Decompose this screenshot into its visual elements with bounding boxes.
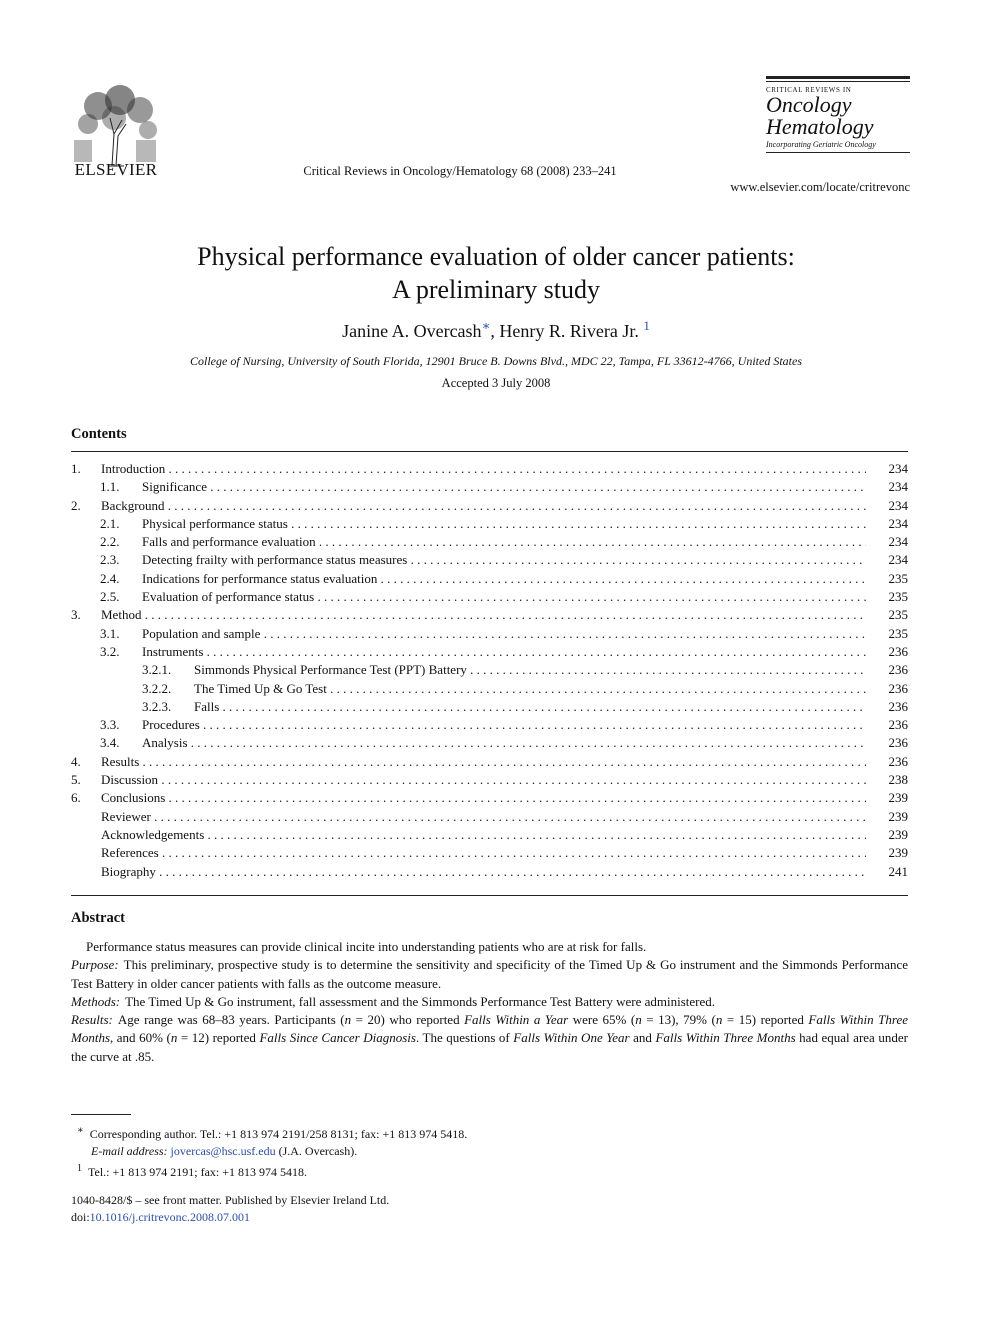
masthead-label: CRITICAL REVIEWS IN	[766, 86, 852, 94]
toc-entry[interactable]	[71, 698, 908, 716]
results-text: = 12) reported	[177, 1030, 260, 1046]
toc-entry-title-text: Acknowledgements	[101, 826, 205, 842]
toc-entry-title	[142, 716, 866, 734]
toc-entry[interactable]	[71, 515, 908, 533]
toc-entry-title	[101, 844, 866, 862]
toc-entry-title-text: Background	[101, 497, 165, 513]
toc-entry-number: 3.1.	[100, 625, 120, 641]
toc-entry-number: 2.5.	[100, 589, 120, 605]
toc-entry-page: 236	[888, 662, 908, 678]
publisher-name: ELSEVIER	[74, 160, 158, 179]
abstract-heading: Abstract	[71, 910, 125, 926]
toc-entry-title-text: Instruments	[142, 643, 204, 659]
footnote-1	[71, 1160, 908, 1181]
journal-url[interactable]: www.elsevier.com/locate/critrevonc	[730, 180, 910, 194]
toc-entry-page: 235	[888, 625, 908, 641]
purpose-text: This preliminary, prospective study is to determine the sensitivity and specificity of the Timed Up & Go instrument and the Simmonds Performance Test Battery in older cancer patients with falls as the outcome measure.	[71, 957, 908, 991]
corresponding-author-mark[interactable]: ∗	[481, 318, 491, 333]
author-separator: ,	[490, 321, 500, 341]
journal-tagline: Incorporating Geriatric Oncology	[766, 140, 876, 149]
journal-name-line2: Hematology	[766, 114, 874, 139]
toc-entry[interactable]	[71, 643, 908, 661]
toc-entry-title	[142, 734, 866, 752]
results-text: and	[629, 1030, 656, 1046]
toc-entry[interactable]	[71, 680, 908, 698]
issn-line: 1040-8428/$ – see front matter. Published by Elsevier Ireland Ltd.	[71, 1193, 390, 1207]
masthead-rule	[766, 152, 910, 153]
toc-entry-title-text: Discussion	[101, 772, 159, 788]
toc-entry-page: 239	[888, 790, 908, 806]
results-text: n	[170, 1030, 178, 1046]
abstract-intro: Performance status measures can provide clinical incite into understanding patients who are at risk for falls.	[86, 939, 647, 954]
toc-entry-title-text: Indications for performance status evaluation	[142, 570, 378, 586]
toc-entry-title-text: Falls	[194, 698, 220, 714]
toc-entry-title	[194, 661, 866, 679]
toc-entry[interactable]	[71, 478, 908, 496]
doi-line	[71, 1209, 908, 1226]
results-text: were 65% (	[568, 1012, 636, 1028]
toc-entry-title	[101, 863, 866, 881]
toc-entry-number: 3.3.	[100, 717, 120, 733]
toc-entry[interactable]	[71, 734, 908, 752]
toc-entry-title-text: Method	[101, 607, 142, 623]
divider	[71, 895, 908, 896]
toc-entry-title	[142, 625, 866, 643]
toc-entry-page: 234	[888, 497, 908, 513]
doi-label: doi:	[71, 1210, 90, 1224]
email-footnote	[71, 1143, 908, 1160]
accepted-date: Accepted 3 July 2008	[441, 376, 551, 390]
toc-entry[interactable]	[71, 460, 908, 478]
toc-entry-page: 236	[888, 680, 908, 696]
toc-entry-number: 4.	[71, 753, 81, 769]
author-name: Henry R. Rivera Jr.	[499, 321, 639, 341]
toc-entry-title-text: Significance	[142, 479, 207, 495]
toc-entry-title	[101, 808, 866, 826]
toc-entry-page: 235	[888, 570, 908, 586]
toc-entry[interactable]	[71, 570, 908, 588]
toc-entry-number: 1.1.	[100, 479, 120, 495]
results-text: Falls Within Three Months	[71, 1012, 908, 1046]
toc-entry-number: 5.	[71, 772, 81, 788]
toc-entry-title-text: Reviewer	[101, 808, 151, 824]
toc-entry[interactable]	[71, 661, 908, 679]
toc-entry-title-text: Results	[101, 753, 140, 769]
toc-entry-title-text: Conclusions	[101, 790, 166, 806]
toc-entry-title-text: References	[101, 845, 159, 861]
toc-entry-page: 234	[888, 479, 908, 495]
toc-entry-number: 2.4.	[100, 570, 120, 586]
title-line-2: A preliminary study	[392, 275, 600, 304]
masthead-rule	[766, 81, 910, 82]
toc-entry-page: 241	[888, 863, 908, 879]
contents-heading: Contents	[71, 426, 127, 442]
toc-entry-title-text: Evaluation of performance status	[142, 589, 315, 605]
toc-entry-number: 2.3.	[100, 552, 120, 568]
journal-name-line1: Oncology	[766, 92, 852, 117]
toc-entry-number: 3.2.3.	[142, 698, 172, 714]
journal-citation: Critical Reviews in Oncology/Hematology 68 (2008) 233–241	[303, 164, 617, 178]
results-label: Results:	[71, 1012, 113, 1028]
toc-entry-title	[142, 551, 866, 569]
toc-entry-page: 234	[888, 461, 908, 476]
results-text: , and 60% (	[110, 1030, 171, 1046]
toc-entry-title	[142, 478, 866, 496]
toc-entry-title-text: The Timed Up & Go Test	[194, 680, 327, 696]
toc-entry-page: 239	[888, 808, 908, 824]
author-list	[60, 318, 932, 342]
toc-entry-title-text: Simmonds Physical Performance Test (PPT) Battery	[194, 662, 467, 678]
toc-entry-title	[142, 588, 866, 606]
results-text: = 15) reported	[722, 1012, 809, 1028]
toc-entry-title	[194, 680, 866, 698]
masthead-rule	[766, 76, 910, 79]
toc-entry-number: 6.	[71, 790, 81, 806]
toc-entry-page: 238	[888, 772, 908, 788]
results-text: Falls Since Cancer Diagnosis	[259, 1030, 416, 1046]
toc-entry-title-text: Detecting frailty with performance status measures	[142, 552, 408, 568]
author-name: Janine A. Overcash	[342, 321, 482, 341]
toc-entry-title	[101, 606, 866, 624]
toc-entry-number: 2.	[71, 497, 81, 513]
corresponding-text: Corresponding author. Tel.: +1 813 974 2191/258 8131; fax: +1 813 974 5418.	[89, 1127, 468, 1141]
toc-entry[interactable]	[71, 771, 908, 789]
toc-entry-title	[142, 570, 866, 588]
toc-entry-page: 234	[888, 534, 908, 550]
footnotes	[71, 1122, 908, 1181]
toc-entry-title-text: Biography	[101, 863, 156, 879]
toc-entry-title	[101, 460, 866, 478]
footnote-rule	[71, 1114, 131, 1115]
toc-entry-page: 234	[888, 552, 908, 568]
results-text: n	[635, 1012, 642, 1028]
abstract-methods	[71, 993, 908, 1011]
results-text: Age range was 68–83 years. Participants (	[117, 1012, 345, 1028]
toc-entry-page: 236	[888, 643, 908, 659]
toc-entry-page: 236	[888, 698, 908, 714]
email-suffix: (J.A. Overcash).	[278, 1144, 358, 1158]
corresponding-footnote	[71, 1122, 908, 1143]
results-text: . The questions of	[415, 1030, 514, 1046]
toc-entry[interactable]	[71, 789, 908, 807]
toc-entry[interactable]	[71, 625, 908, 643]
toc-entry-page: 239	[888, 845, 908, 861]
divider	[71, 451, 908, 452]
journal-masthead	[766, 76, 910, 157]
abstract-purpose	[71, 956, 908, 993]
footnote-mark: 1	[77, 1163, 82, 1174]
footnote-1-text: Tel.: +1 813 974 2191; fax: +1 813 974 5418.	[88, 1165, 308, 1179]
methods-text: The Timed Up & Go instrument, fall assessment and the Simmonds Performance Test Battery were administered.	[125, 993, 715, 1009]
toc-entry-title-text: Falls and performance evaluation	[142, 534, 316, 550]
results-text: had equal area under the curve at .85.	[71, 1030, 908, 1064]
toc-entry-title	[101, 497, 866, 515]
abstract-results	[71, 1011, 908, 1066]
table-of-contents	[71, 460, 908, 881]
results-text: Falls Within a Year	[464, 1012, 569, 1028]
toc-entry[interactable]	[71, 844, 908, 862]
toc-entry[interactable]	[71, 716, 908, 734]
toc-entry[interactable]	[71, 753, 908, 771]
toc-entry-page: 236	[888, 735, 908, 751]
toc-entry[interactable]	[71, 606, 908, 624]
toc-entry-title-text: Physical performance status	[142, 515, 288, 531]
footnote-mark[interactable]: 1	[643, 318, 650, 333]
email-link[interactable]: jovercas@hsc.usf.edu	[170, 1144, 276, 1158]
toc-entry-page: 236	[888, 753, 908, 769]
toc-entry-title	[101, 826, 866, 844]
email-label: E-mail address:	[91, 1144, 168, 1158]
methods-label: Methods:	[71, 993, 121, 1009]
toc-entry[interactable]	[71, 551, 908, 569]
toc-entry-page: 239	[888, 826, 908, 842]
toc-entry[interactable]	[71, 863, 908, 881]
title-line-1: Physical performance evaluation of older cancer patients:	[197, 242, 795, 271]
toc-entry-title	[194, 698, 866, 716]
abstract-body	[71, 938, 908, 1066]
toc-entry-title-text: Introduction	[101, 461, 166, 476]
toc-entry-number: 3.	[71, 607, 81, 623]
affiliation: College of Nursing, University of South Florida, 12901 Bruce B. Downs Blvd., MDC 22, Tampa, FL 33612-4766, United States	[190, 354, 802, 368]
results-text: n	[344, 1012, 352, 1028]
toc-entry[interactable]	[71, 588, 908, 606]
article-title	[60, 240, 932, 306]
toc-entry[interactable]	[71, 533, 908, 551]
toc-entry-page: 234	[888, 515, 908, 531]
toc-entry-page: 236	[888, 717, 908, 733]
toc-entry-number: 3.4.	[100, 735, 120, 751]
purpose-label: Purpose:	[71, 957, 119, 973]
toc-entry-number: 3.2.	[100, 643, 120, 659]
results-text: = 13), 79% (	[641, 1012, 716, 1028]
toc-entry-number: 3.2.2.	[142, 680, 172, 696]
toc-entry-title-text: Analysis	[142, 735, 188, 751]
toc-entry-title	[101, 753, 866, 771]
toc-entry-title-text: Procedures	[142, 717, 200, 733]
results-text: n	[715, 1012, 723, 1028]
toc-entry-title	[101, 789, 866, 807]
toc-entry[interactable]	[71, 826, 908, 844]
toc-entry-title	[101, 771, 866, 789]
toc-entry-number: 2.2.	[100, 534, 120, 550]
toc-entry[interactable]	[71, 808, 908, 826]
results-text: Falls Within Three Months	[655, 1030, 796, 1046]
toc-entry-title-text: Population and sample	[142, 625, 261, 641]
toc-entry-number: 2.1.	[100, 515, 120, 531]
results-text: Falls Within One Year	[513, 1030, 630, 1046]
toc-entry-number: 3.2.1.	[142, 662, 172, 678]
doi-link[interactable]: 10.1016/j.critrevonc.2008.07.001	[89, 1210, 250, 1224]
toc-entry-page: 235	[888, 607, 908, 623]
toc-entry-title	[142, 515, 866, 533]
toc-entry-title	[142, 533, 866, 551]
footnote-mark: ∗	[77, 1125, 84, 1136]
results-text: = 20) who reported	[351, 1012, 465, 1028]
toc-entry[interactable]	[71, 497, 908, 515]
toc-entry-title	[142, 643, 866, 661]
front-matter	[71, 1192, 908, 1226]
toc-entry-page: 235	[888, 589, 908, 605]
toc-entry-number: 1.	[71, 461, 81, 476]
